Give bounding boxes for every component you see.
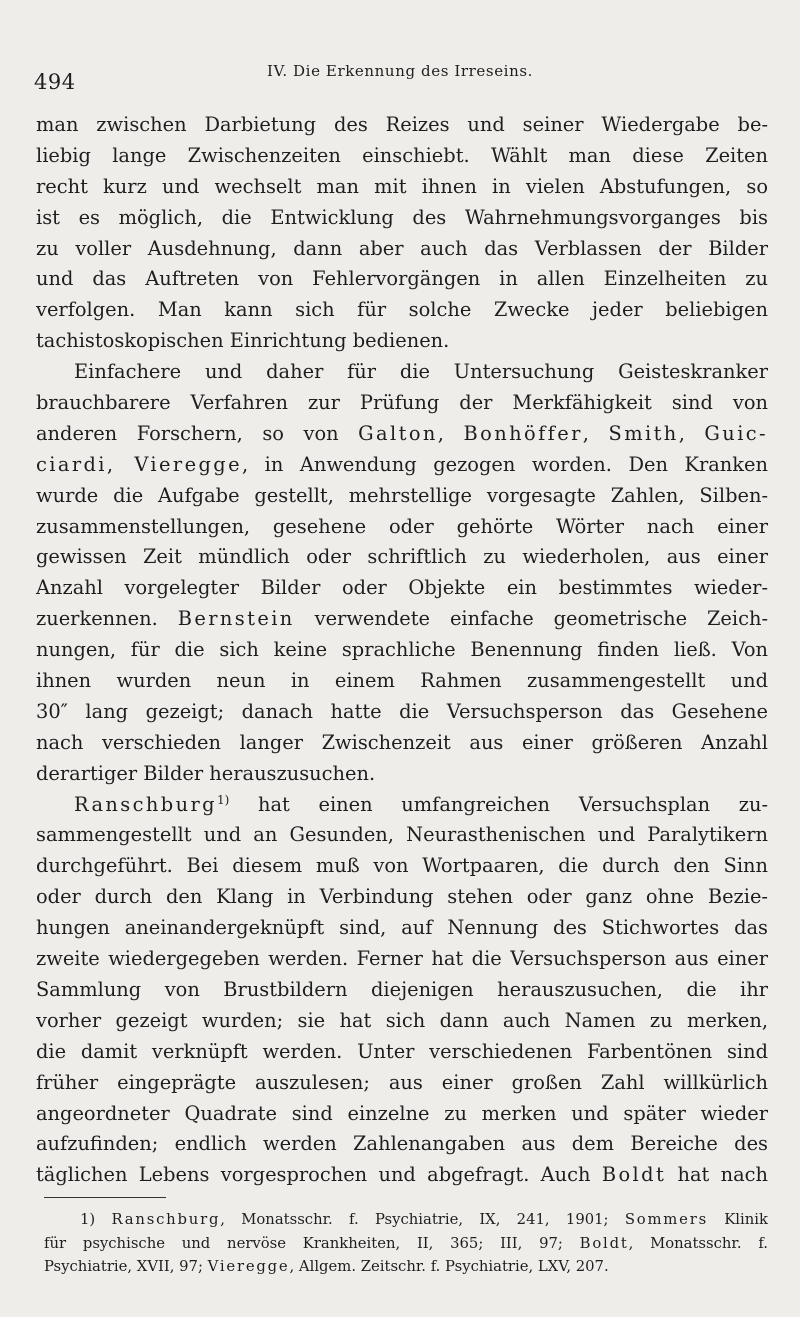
- text-line: täglichen Lebens vorgesprochen und abgefragt. Auch Boldt hat nach: [36, 1163, 768, 1187]
- text-line: und das Auftreten von Fehlervorgängen in allen Einzelheiten zu: [36, 267, 768, 291]
- footnote-line: 1) Ranschburg, Monatsschr. f. Psychiatrie, IX, 241, 1901; Sommers Klinik: [80, 1211, 768, 1228]
- body-text: [36, 110, 768, 1191]
- text-line: 30″ lang gezeigt; danach hatte die Versuchsperson das Gesehene: [36, 699, 768, 723]
- author-name: Boldt: [601, 1163, 667, 1187]
- text-line: Anzahl vorgelegter Bilder oder Objekte ein bestimmtes wieder-: [36, 576, 768, 600]
- author-name: Bonhöffer: [463, 421, 583, 445]
- text-line: liebig lange Zwischenzeiten einschiebt. Wählt man diese Zeiten: [36, 143, 768, 167]
- footnote-line: für psychische und nervöse Krankheiten, II, 365; III, 97; Boldt, Monatsschr. f.: [44, 1234, 769, 1252]
- author-name: Vieregge: [134, 452, 242, 476]
- text-line: früher eingeprägte auszulesen; aus einer großen Zahl willkürlich: [36, 1070, 768, 1094]
- text-line: derartiger Bilder herauszusuchen.: [36, 761, 376, 785]
- text-line: nach verschieden langer Zwischenzeit aus einer größeren Anzahl: [36, 730, 768, 754]
- footnote-divider: [44, 1197, 166, 1198]
- footnote-reference: 1): [216, 792, 230, 807]
- author-name: Guic-: [704, 421, 769, 445]
- running-head: IV. Die Erkennung des Irreseins.: [266, 62, 534, 80]
- text-line: anderen Forschern, so von Galton, Bonhöffer, Smith, Guic-: [36, 421, 769, 445]
- text-line: Sammlung von Brustbildern diejenigen herauszusuchen, die ihr: [36, 977, 768, 1001]
- text-line: ciardi, Vieregge, in Anwendung gezogen worden. Den Kranken: [36, 452, 768, 476]
- footnotes: [44, 1208, 768, 1279]
- author-name: Bernstein: [177, 607, 295, 631]
- footnote-marker: 1): [80, 1211, 96, 1228]
- text-line: zu voller Ausdehnung, dann aber auch das Verblassen der Bilder: [36, 236, 768, 260]
- text-line: angeordneter Quadrate sind einzelne zu merken und später wieder: [36, 1101, 768, 1125]
- author-name: Ranschburg: [74, 792, 217, 816]
- text-line: Einfachere und daher für die Untersuchung Geisteskranker: [74, 360, 768, 384]
- text-line: ihnen wurden neun in einem Rahmen zusammengestellt und: [36, 669, 768, 693]
- text-line: aufzufinden; endlich werden Zahlenangaben aus dem Bereiche des: [36, 1132, 768, 1156]
- text-line: die damit verknüpft werden. Unter verschiedenen Farbentönen sind: [36, 1039, 768, 1063]
- text-line: vorher gezeigt wurden; sie hat sich dann auch Namen zu merken,: [36, 1008, 768, 1032]
- page-number: 494: [34, 70, 76, 94]
- text-line: tachistoskopischen Einrichtung bedienen.: [36, 329, 450, 353]
- footnote-line: Psychiatrie, XVII, 97; Vieregge, Allgem. Zeitschr. f. Psychiatrie, LXV, 207.: [44, 1258, 609, 1276]
- text-line: recht kurz und wechselt man mit ihnen in vielen Abstufungen, so: [36, 174, 768, 198]
- text-line: sammengestellt und an Gesunden, Neurasthenischen und Paralytikern: [36, 823, 768, 847]
- text-line: wurde die Aufgabe gestellt, mehrstellige vorgesagte Zahlen, Silben-: [36, 483, 768, 507]
- text-line: durchgeführt. Bei diesem muß von Wortpaaren, die durch den Sinn: [36, 854, 768, 878]
- author-name: Galton: [358, 421, 438, 445]
- text-line: gewissen Zeit mündlich oder schriftlich zu wiederholen, aus einer: [36, 545, 768, 569]
- text-line: zusammenstellungen, gesehene oder gehörte Wörter nach einer: [36, 514, 768, 538]
- text-line: verfolgen. Man kann sich für solche Zwecke jeder beliebigen: [36, 298, 768, 322]
- text-line: nungen, für die sich keine sprachliche Benennung finden ließ. Von: [36, 638, 768, 662]
- text-line: ist es möglich, die Entwicklung des Wahrnehmungsvorganges bis: [36, 205, 768, 229]
- text-line: brauchbarere Verfahren zur Prüfung der Merkfähigkeit sind von: [36, 391, 768, 415]
- text-line: zweite wiedergegeben werden. Ferner hat die Versuchsperson aus einer: [36, 947, 768, 971]
- text-line: oder durch den Klang in Verbindung stehen oder ganz ohne Bezie-: [36, 885, 768, 909]
- text-line: man zwischen Darbietung des Reizes und seiner Wiedergabe be-: [36, 113, 768, 136]
- text-line: zuerkennen. Bernstein verwendete einfache geometrische Zeich-: [36, 607, 768, 631]
- text-line: hungen aneinandergeknüpft sind, auf Nennung des Stichwortes das: [36, 916, 768, 940]
- author-name: Smith: [608, 421, 679, 445]
- text-line: Ranschburg$^{1)}$ hat einen umfangreichen Versuchsplan zu-: [74, 792, 768, 816]
